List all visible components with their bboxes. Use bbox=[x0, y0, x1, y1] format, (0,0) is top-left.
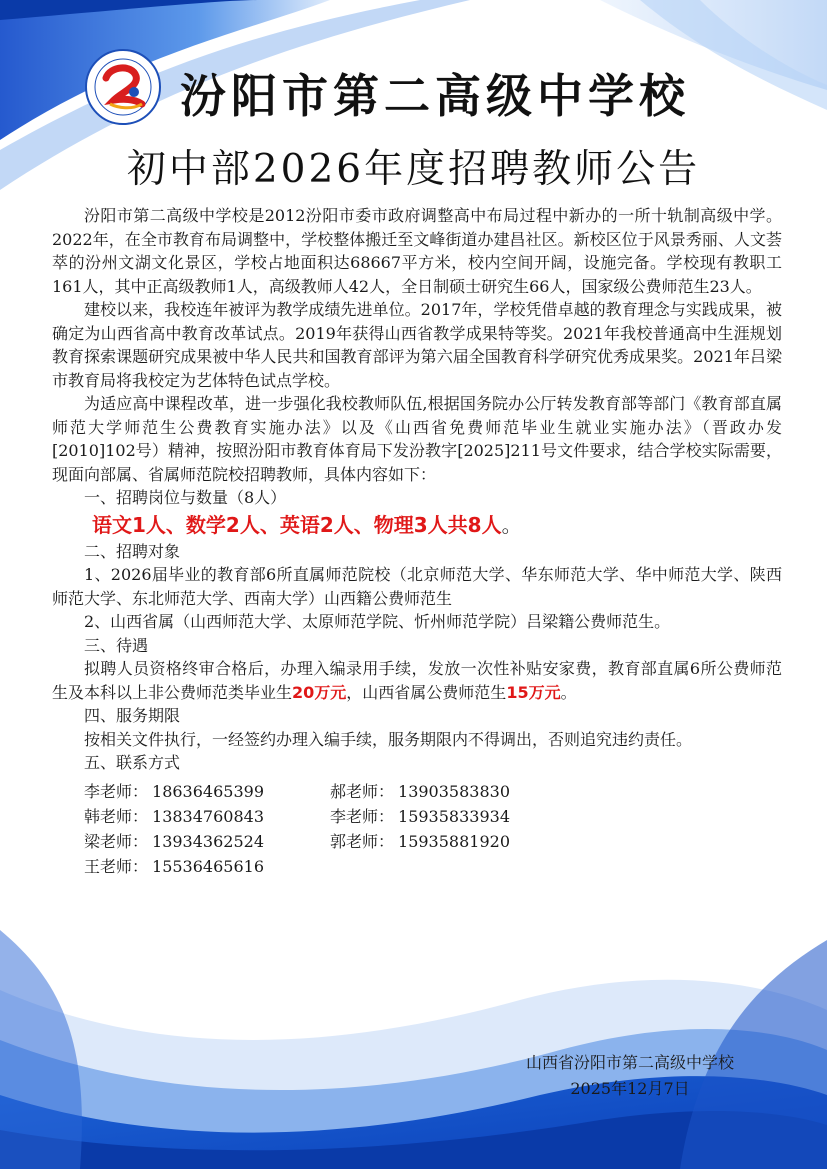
contact-name: 王老师： bbox=[84, 856, 149, 876]
contact-name: 郝老师： bbox=[330, 781, 395, 801]
positions-highlight-end: 。 bbox=[501, 512, 522, 537]
contact-name: 李老师： bbox=[84, 781, 149, 801]
contact-row bbox=[84, 829, 782, 854]
school-name: 汾阳市第二高级中学校 bbox=[180, 69, 690, 123]
contact-name: 李老师： bbox=[330, 806, 395, 826]
contact-name: 韩老师： bbox=[84, 806, 149, 826]
contact-name: 郭老师： bbox=[330, 831, 395, 851]
benefit-amount-b: 15万元 bbox=[506, 682, 561, 702]
positions-highlight-text: 语文1人、数学2人、英语2人、物理3人共8人 bbox=[92, 512, 502, 537]
notice-body bbox=[52, 204, 782, 879]
contact-phone: 15935881920 bbox=[398, 831, 510, 851]
section-5-heading: 五、联系方式 bbox=[84, 753, 181, 772]
contact-name: 梁老师： bbox=[84, 831, 149, 851]
contact-item bbox=[330, 829, 576, 854]
benefit-text-a: 拟聘人员资格终审合格后，办理入编录用手续，发放一次性补贴安家费，教育部直属6所公费师范生及本科以上非公费师范类毕业生 bbox=[52, 659, 782, 702]
section-4-heading: 四、服务期限 bbox=[84, 706, 181, 725]
section-2-heading: 二、招聘对象 bbox=[84, 541, 181, 561]
section-1-heading: 一、招聘岗位与数量（8人） bbox=[84, 488, 287, 507]
section-4-text: 按相关文件执行，一经签约办理入编手续，服务期限内不得调出，否则追究违约责任。 bbox=[84, 729, 693, 749]
positions-highlight bbox=[52, 510, 782, 540]
contact-phone: 15536465616 bbox=[152, 856, 264, 876]
school-logo-icon bbox=[84, 48, 162, 126]
signoff-date: 2025年12月7日 bbox=[570, 1079, 690, 1098]
section-3-text bbox=[52, 657, 782, 704]
intro-paragraph-1: 汾阳市第二高级中学校是2012汾阳市委市政府调整高中布局过程中新办的一所十轨制高级中学。2022年，在全市教育布局调整中，学校整体搬迁至文峰街道办建昌社区。新校区位于风景秀丽、人文荟萃的汾州文湖文化景区，学校占地面积达68667平方米，校内空间开阔，设施完备。学校现有教职工161人，其中正高级教师1人，高级教师人42人，全日制硕士研究生66人，国家级公费师范生23人。 bbox=[52, 206, 782, 296]
signoff-org: 山西省汾阳市第二高级中学校 bbox=[525, 1053, 734, 1072]
contact-phone: 15935833934 bbox=[398, 806, 510, 826]
contact-item bbox=[84, 854, 330, 879]
contact-item bbox=[84, 804, 330, 829]
page-title: 初中部2026年度招聘教师公告 bbox=[126, 147, 701, 192]
contact-phone: 13934362524 bbox=[152, 831, 264, 851]
contact-item bbox=[84, 829, 330, 854]
section-2-item-1: 1、2026届毕业的教育部6所直属师范院校（北京师范大学、华东师范大学、华中师范大学、陕西师范大学、东北师范大学、西南大学）山西籍公费师范生 bbox=[52, 565, 782, 608]
contact-item bbox=[330, 779, 576, 804]
intro-paragraph-2: 建校以来，我校连年被评为教学成绩先进单位。2017年，学校凭借卓越的教育理念与实践成果，被确定为山西省高中教育改革试点。2019年获得山西省教学成果特等奖。2021年我校普通高中生涯规划教育探索课题研究成果被中华人民共和国教育部评为第六届全国教育科学研究优秀成果奖。2021年吕梁市教育局将我校定为艺体特色试点学校。 bbox=[52, 300, 782, 390]
contact-phone: 13903583830 bbox=[398, 781, 510, 801]
header bbox=[78, 48, 758, 128]
benefit-text-b: ，山西省属公费师范生 bbox=[346, 682, 507, 702]
intro-paragraph-3: 为适应高中课程改革，进一步强化我校教师队伍,根据国务院办公厅转发教育部等部门《教育部直属师范大学师范生公费教育实施办法》以及《山西省免费师范毕业生就业实施办法》（晋政办发[2010]102号）精神，按照汾阳市教育体育局下发汾教字[2025]211号文件要求，结合学校实际需要，现面向部属、省属师范院校招聘教师，具体内容如下： bbox=[52, 394, 782, 484]
benefit-text-c: 。 bbox=[560, 682, 577, 702]
contact-row bbox=[84, 804, 782, 829]
contact-phone: 13834760843 bbox=[152, 806, 264, 826]
contact-row bbox=[84, 779, 782, 804]
signoff bbox=[500, 1050, 760, 1102]
benefit-amount-a: 20万元 bbox=[292, 682, 347, 702]
contact-item bbox=[84, 779, 330, 804]
contact-list bbox=[84, 779, 782, 879]
contact-row bbox=[84, 854, 782, 879]
section-3-heading: 三、待遇 bbox=[84, 635, 149, 655]
section-2-item-2: 2、山西省属（山西师范大学、太原师范学院、忻州师范学院）吕梁籍公费师范生。 bbox=[84, 612, 671, 631]
contact-phone: 18636465399 bbox=[152, 781, 264, 801]
contact-item bbox=[330, 804, 576, 829]
